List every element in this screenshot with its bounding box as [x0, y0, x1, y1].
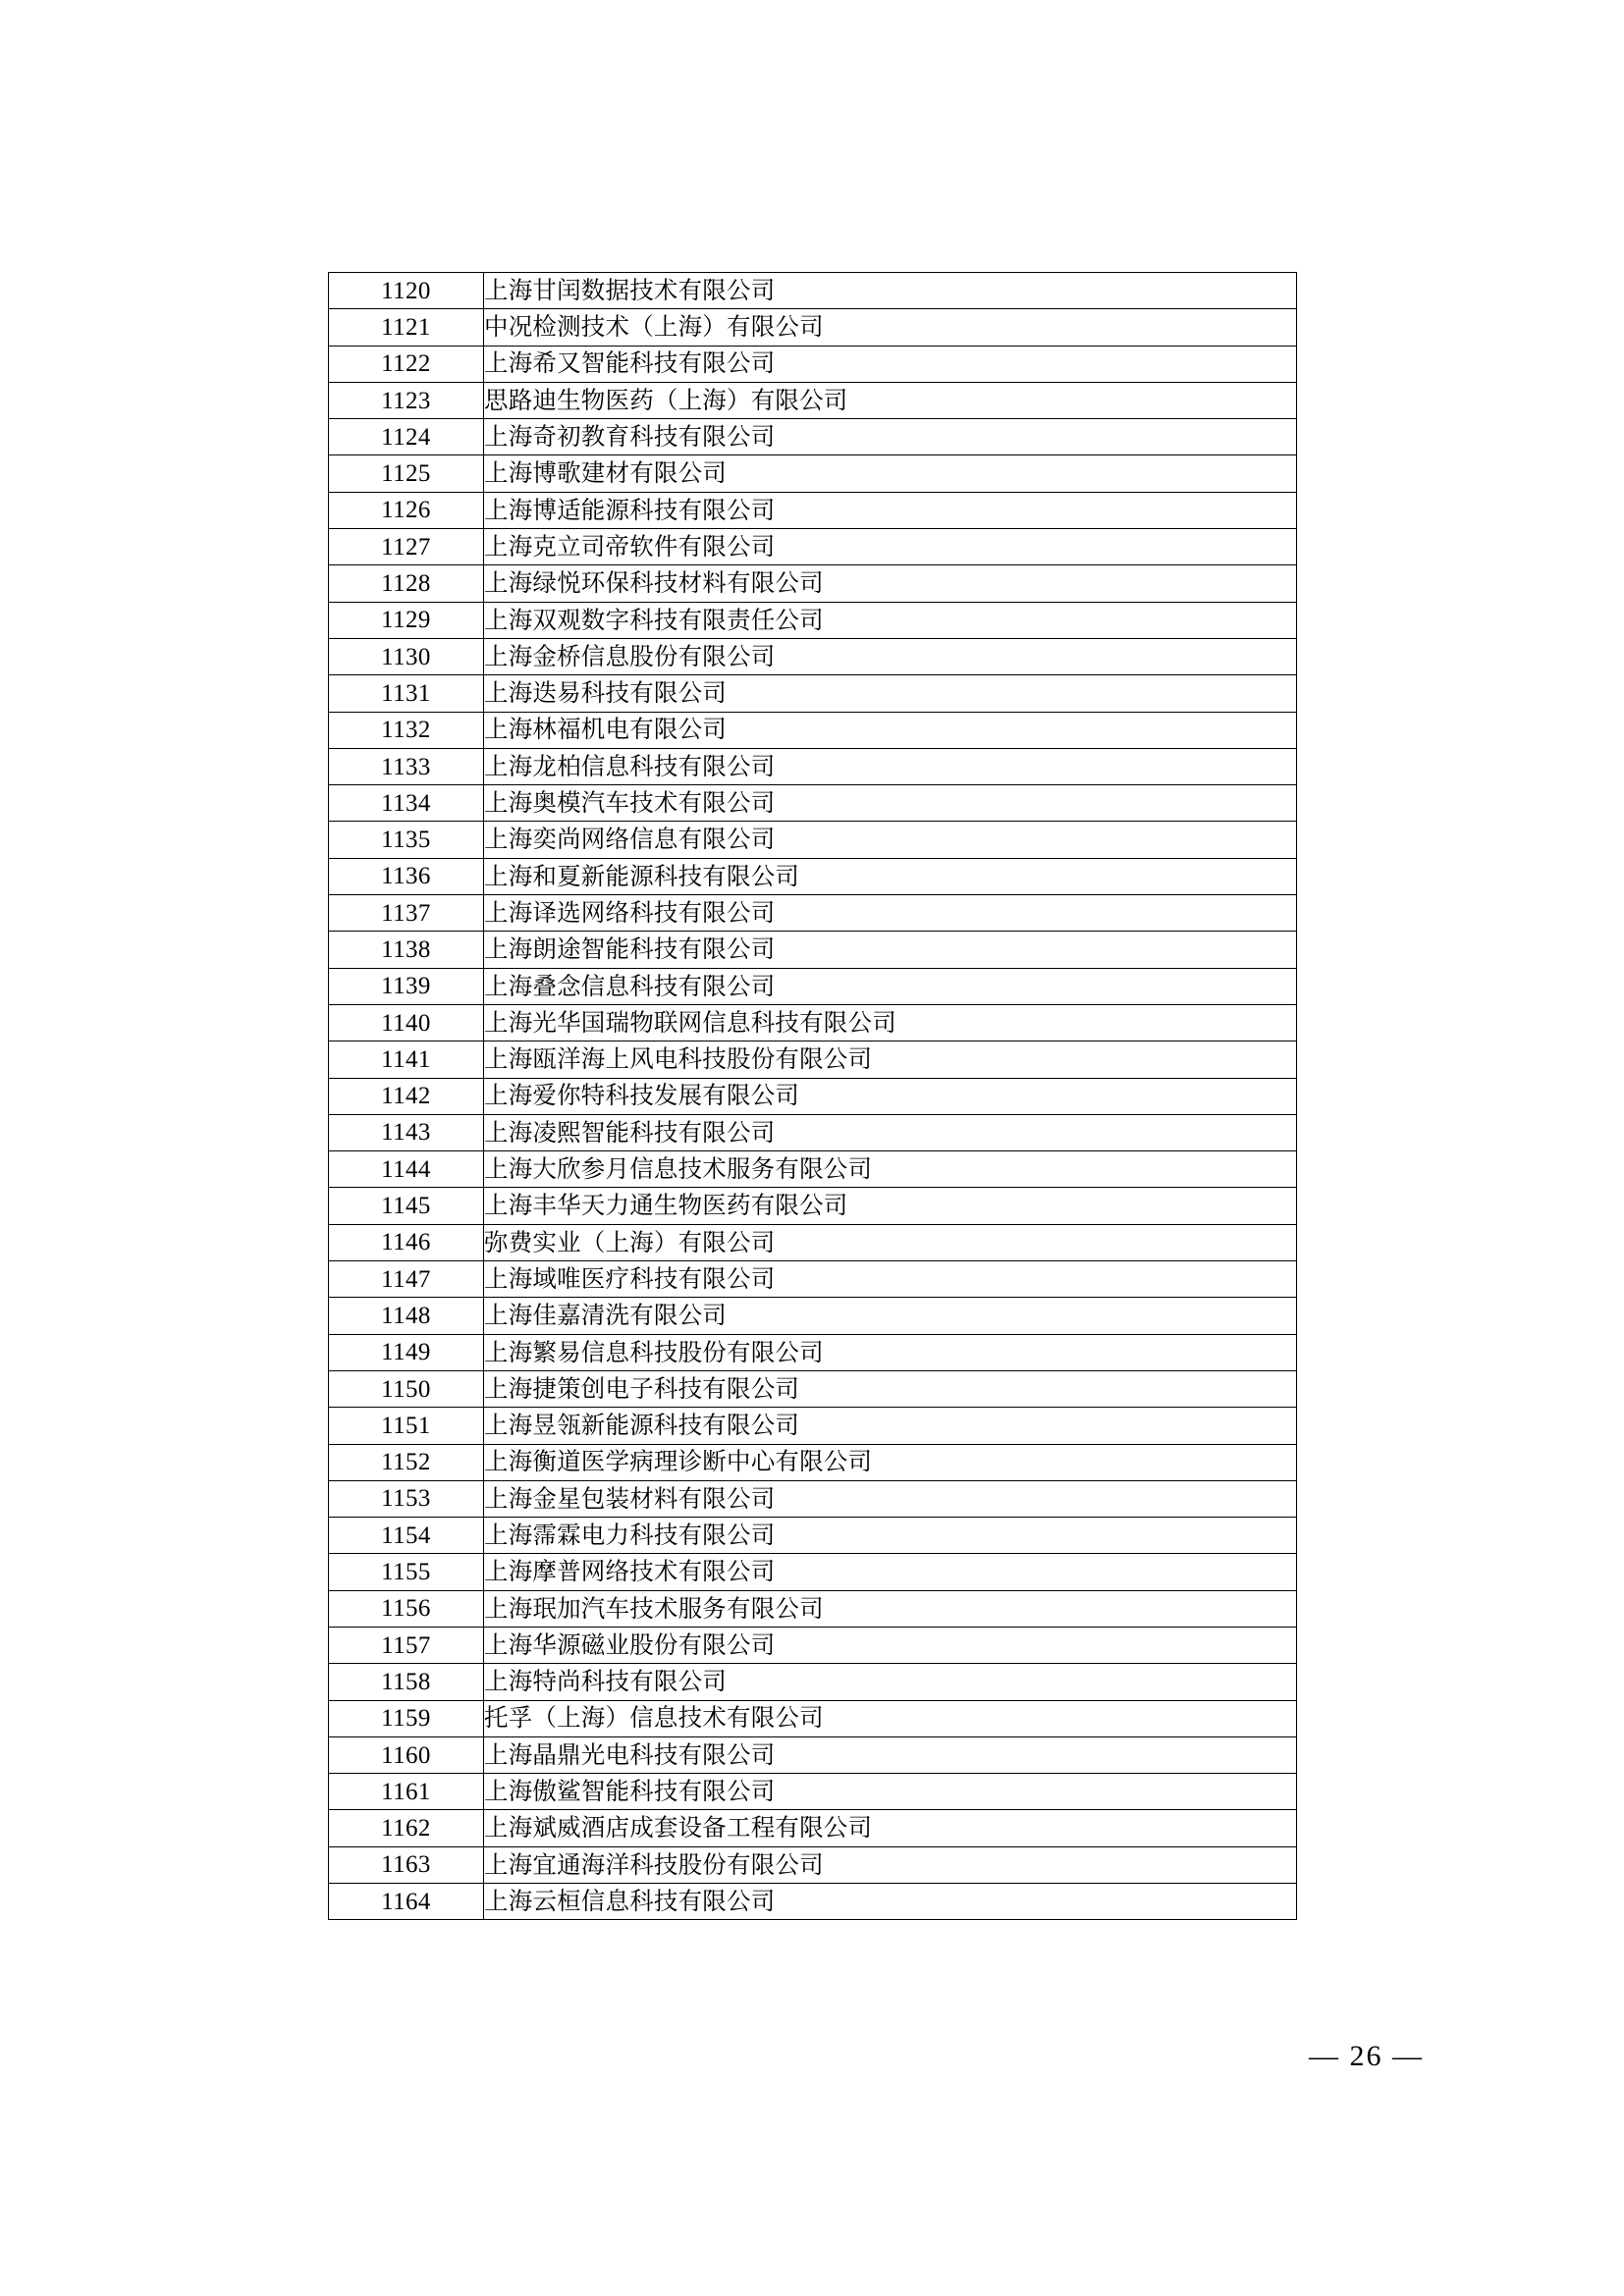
cell-sequence-number: 1153	[329, 1480, 484, 1517]
cell-sequence-number: 1162	[329, 1810, 484, 1846]
table-row	[329, 1224, 1297, 1260]
cell-company-name: 上海华源磁业股份有限公司	[484, 1627, 1297, 1663]
cell-sequence-number: 1136	[329, 858, 484, 894]
table-row	[329, 785, 1297, 822]
cell-company-name: 上海宜通海洋科技股份有限公司	[484, 1846, 1297, 1883]
cell-company-name: 上海和夏新能源科技有限公司	[484, 858, 1297, 894]
cell-company-name: 上海大欣参月信息技术服务有限公司	[484, 1151, 1297, 1188]
table-row	[329, 1700, 1297, 1736]
cell-company-name: 上海奥模汽车技术有限公司	[484, 785, 1297, 822]
cell-sequence-number: 1150	[329, 1370, 484, 1407]
cell-sequence-number: 1137	[329, 895, 484, 932]
table-row	[329, 1041, 1297, 1078]
cell-company-name: 上海凌熙智能科技有限公司	[484, 1114, 1297, 1150]
table-row	[329, 1334, 1297, 1370]
cell-sequence-number: 1151	[329, 1408, 484, 1444]
table-row	[329, 1261, 1297, 1298]
table-row	[329, 1480, 1297, 1517]
cell-sequence-number: 1154	[329, 1518, 484, 1554]
cell-sequence-number: 1147	[329, 1261, 484, 1298]
table-row	[329, 1884, 1297, 1920]
cell-company-name: 上海博歌建材有限公司	[484, 455, 1297, 492]
table-row	[329, 273, 1297, 309]
table-row	[329, 858, 1297, 894]
cell-sequence-number: 1164	[329, 1884, 484, 1920]
table-row	[329, 895, 1297, 932]
cell-sequence-number: 1120	[329, 273, 484, 309]
table-row	[329, 1444, 1297, 1480]
cell-sequence-number: 1135	[329, 822, 484, 858]
cell-company-name: 上海捷策创电子科技有限公司	[484, 1370, 1297, 1407]
table-row	[329, 492, 1297, 528]
cell-company-name: 上海金星包装材料有限公司	[484, 1480, 1297, 1517]
cell-company-name: 上海绿悦环保科技材料有限公司	[484, 565, 1297, 602]
cell-company-name: 上海傲鲨智能科技有限公司	[484, 1774, 1297, 1810]
cell-company-name: 上海博适能源科技有限公司	[484, 492, 1297, 528]
table-row	[329, 638, 1297, 674]
cell-sequence-number: 1129	[329, 602, 484, 638]
cell-company-name: 上海克立司帝软件有限公司	[484, 529, 1297, 565]
table-row	[329, 455, 1297, 492]
cell-sequence-number: 1156	[329, 1590, 484, 1627]
cell-sequence-number: 1130	[329, 638, 484, 674]
cell-sequence-number: 1124	[329, 419, 484, 455]
table-row	[329, 1408, 1297, 1444]
table-row	[329, 1774, 1297, 1810]
cell-sequence-number: 1128	[329, 565, 484, 602]
cell-company-name: 上海摩普网络技术有限公司	[484, 1554, 1297, 1590]
cell-company-name: 上海域唯医疗科技有限公司	[484, 1261, 1297, 1298]
table-row	[329, 748, 1297, 784]
cell-company-name: 上海奕尚网络信息有限公司	[484, 822, 1297, 858]
table-row	[329, 1810, 1297, 1846]
cell-company-name: 上海瓯洋海上风电科技股份有限公司	[484, 1041, 1297, 1078]
table-row	[329, 529, 1297, 565]
cell-company-name: 上海昱瓴新能源科技有限公司	[484, 1408, 1297, 1444]
cell-company-name: 上海繁易信息科技股份有限公司	[484, 1334, 1297, 1370]
cell-sequence-number: 1145	[329, 1188, 484, 1224]
cell-sequence-number: 1134	[329, 785, 484, 822]
cell-company-name: 上海甘闰数据技术有限公司	[484, 273, 1297, 309]
cell-company-name: 上海金桥信息股份有限公司	[484, 638, 1297, 674]
cell-sequence-number: 1148	[329, 1298, 484, 1334]
table-row	[329, 1151, 1297, 1188]
cell-sequence-number: 1132	[329, 712, 484, 748]
table-row	[329, 1736, 1297, 1773]
cell-sequence-number: 1159	[329, 1700, 484, 1736]
cell-company-name: 上海佳嘉清洗有限公司	[484, 1298, 1297, 1334]
cell-sequence-number: 1122	[329, 346, 484, 382]
table-row	[329, 1004, 1297, 1041]
table-row	[329, 932, 1297, 968]
cell-sequence-number: 1133	[329, 748, 484, 784]
cell-sequence-number: 1121	[329, 309, 484, 346]
cell-company-name: 上海丰华天力通生物医药有限公司	[484, 1188, 1297, 1224]
cell-company-name: 上海光华国瑞物联网信息科技有限公司	[484, 1004, 1297, 1041]
table-row	[329, 1846, 1297, 1883]
table-row	[329, 382, 1297, 418]
cell-company-name: 中况检测技术（上海）有限公司	[484, 309, 1297, 346]
cell-company-name: 上海林福机电有限公司	[484, 712, 1297, 748]
table-row	[329, 1627, 1297, 1663]
cell-company-name: 弥费实业（上海）有限公司	[484, 1224, 1297, 1260]
cell-sequence-number: 1126	[329, 492, 484, 528]
cell-company-name: 托孚（上海）信息技术有限公司	[484, 1700, 1297, 1736]
cell-company-name: 上海朗途智能科技有限公司	[484, 932, 1297, 968]
cell-sequence-number: 1139	[329, 968, 484, 1004]
table-row	[329, 822, 1297, 858]
cell-company-name: 上海译选网络科技有限公司	[484, 895, 1297, 932]
cell-sequence-number: 1123	[329, 382, 484, 418]
cell-sequence-number: 1161	[329, 1774, 484, 1810]
cell-company-name: 上海云桓信息科技有限公司	[484, 1884, 1297, 1920]
table-row	[329, 565, 1297, 602]
cell-sequence-number: 1149	[329, 1334, 484, 1370]
cell-sequence-number: 1160	[329, 1736, 484, 1773]
page-footer	[0, 2040, 1424, 2073]
cell-company-name: 上海奇初教育科技有限公司	[484, 419, 1297, 455]
cell-company-name: 上海双观数字科技有限责任公司	[484, 602, 1297, 638]
cell-company-name: 上海爱你特科技发展有限公司	[484, 1078, 1297, 1114]
cell-company-name: 上海珉加汽车技术服务有限公司	[484, 1590, 1297, 1627]
cell-sequence-number: 1127	[329, 529, 484, 565]
table-row	[329, 602, 1297, 638]
cell-sequence-number: 1158	[329, 1664, 484, 1700]
table-row	[329, 1518, 1297, 1554]
cell-sequence-number: 1142	[329, 1078, 484, 1114]
cell-company-name: 上海希又智能科技有限公司	[484, 346, 1297, 382]
table-row	[329, 1188, 1297, 1224]
table-row	[329, 1078, 1297, 1114]
cell-company-name: 上海龙柏信息科技有限公司	[484, 748, 1297, 784]
cell-sequence-number: 1125	[329, 455, 484, 492]
cell-company-name: 上海特尚科技有限公司	[484, 1664, 1297, 1700]
cell-sequence-number: 1163	[329, 1846, 484, 1883]
table-row	[329, 675, 1297, 712]
company-list-table	[328, 272, 1297, 1920]
cell-sequence-number: 1152	[329, 1444, 484, 1480]
table-body	[329, 273, 1297, 1920]
table-row	[329, 1590, 1297, 1627]
cell-sequence-number: 1131	[329, 675, 484, 712]
cell-company-name: 上海迭易科技有限公司	[484, 675, 1297, 712]
cell-company-name: 上海叠念信息科技有限公司	[484, 968, 1297, 1004]
table-row	[329, 968, 1297, 1004]
table-row	[329, 1370, 1297, 1407]
page-number-text: — 26 —	[1309, 2040, 1424, 2072]
cell-sequence-number: 1146	[329, 1224, 484, 1260]
table-row	[329, 419, 1297, 455]
cell-sequence-number: 1138	[329, 932, 484, 968]
table-row	[329, 346, 1297, 382]
table-row	[329, 1298, 1297, 1334]
cell-sequence-number: 1157	[329, 1627, 484, 1663]
cell-sequence-number: 1143	[329, 1114, 484, 1150]
cell-company-name: 上海斌威酒店成套设备工程有限公司	[484, 1810, 1297, 1846]
table-row	[329, 1664, 1297, 1700]
table-row	[329, 309, 1297, 346]
cell-company-name: 上海霈霖电力科技有限公司	[484, 1518, 1297, 1554]
table-row	[329, 712, 1297, 748]
cell-sequence-number: 1141	[329, 1041, 484, 1078]
cell-company-name: 思路迪生物医药（上海）有限公司	[484, 382, 1297, 418]
cell-company-name: 上海衡道医学病理诊断中心有限公司	[484, 1444, 1297, 1480]
cell-sequence-number: 1140	[329, 1004, 484, 1041]
table-row	[329, 1554, 1297, 1590]
cell-sequence-number: 1144	[329, 1151, 484, 1188]
cell-sequence-number: 1155	[329, 1554, 484, 1590]
cell-company-name: 上海晶鼎光电科技有限公司	[484, 1736, 1297, 1773]
table-row	[329, 1114, 1297, 1150]
